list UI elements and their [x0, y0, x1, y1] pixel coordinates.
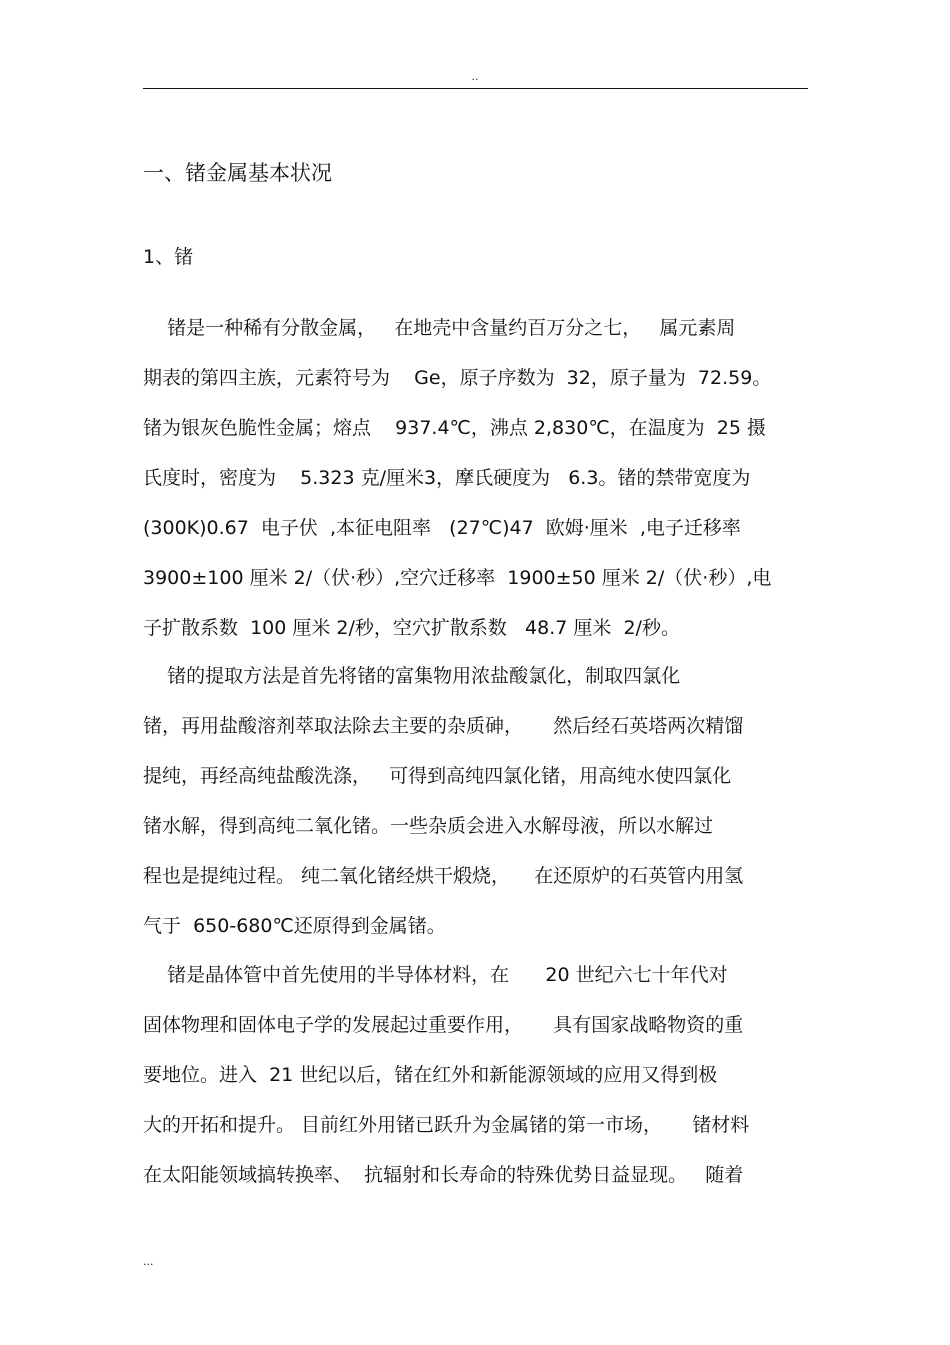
- paragraph-line: 在太阳能领域搞转换率、 抗辐射和长寿命的特殊优势日益显现。 随着: [143, 1164, 744, 1186]
- paragraph-line: 3900±100 厘米 2/（伏·秒）,空穴迁移率 1900±50 厘米 2/（伏·秒）,电: [143, 567, 772, 589]
- paragraph-line: 固体物理和固体电子学的发展起过重要作用， 具有国家战略物资的重: [143, 1014, 744, 1036]
- paragraph-line: (300K)0.67 电子伏 ,本征电阻率 (27℃)47 欧姆·厘米 ,电子迁移率: [143, 517, 741, 539]
- paragraph-line: 提纯，再经高纯盐酸洗涤， 可得到高纯四氯化锗，用高纯水使四氯化: [143, 765, 732, 787]
- paragraph-line: 锗水解，得到高纯二氧化锗。一些杂质会进入水解母液，所以水解过: [143, 815, 714, 837]
- paragraph-line: 要地位。进入 21 世纪以后，锗在红外和新能源领域的应用又得到极: [143, 1064, 718, 1086]
- paragraph-2: [143, 651, 813, 951]
- paragraph-line: 锗的提取方法是首先将锗的富集物用浓盐酸氯化，制取四氯化: [143, 665, 681, 687]
- paragraph-line: 氏度时，密度为 5.323 克/厘米3，摩氏硬度为 6.3。锗的禁带宽度为: [143, 467, 751, 489]
- paragraph-line: 锗是一种稀有分散金属， 在地壳中含量约百万分之七， 属元素周: [143, 317, 736, 339]
- paragraph-line: 子扩散系数 100 厘米 2/秒，空穴扩散系数 48.7 厘米 2/秒。: [143, 617, 680, 639]
- paragraph-line: 气于 650-680℃还原得到金属锗。: [143, 915, 446, 937]
- paragraph-line: 锗，再用盐酸溶剂萃取法除去主要的杂质砷， 然后经石英塔两次精馏: [143, 715, 744, 737]
- paragraph-line: 锗为银灰色脆性金属；熔点 937.4℃，沸点 2,830℃，在温度为 25 摄: [143, 417, 766, 439]
- header-rule: [143, 88, 808, 89]
- footer-mark: ...: [143, 1255, 154, 1268]
- paragraph-line: 锗是晶体管中首先使用的半导体材料，在 20 世纪六七十年代对: [143, 964, 728, 986]
- section-title: 一、锗金属基本状况: [143, 161, 332, 185]
- subsection-title: 1、锗: [143, 246, 194, 268]
- paragraph-3: [143, 950, 813, 1200]
- paragraph-line: 期表的第四主族，元素符号为 Ge，原子序数为 32，原子量为 72.59。: [143, 367, 772, 389]
- paragraph-line: 大的开拓和提升。 目前红外用锗已跃升为金属锗的第一市场， 锗材料: [143, 1114, 750, 1136]
- header-mark: ..: [471, 70, 479, 83]
- paragraph-1: [143, 303, 813, 653]
- paragraph-line: 程也是提纯过程。 纯二氧化锗经烘干煅烧， 在还原炉的石英管内用氢: [143, 865, 744, 887]
